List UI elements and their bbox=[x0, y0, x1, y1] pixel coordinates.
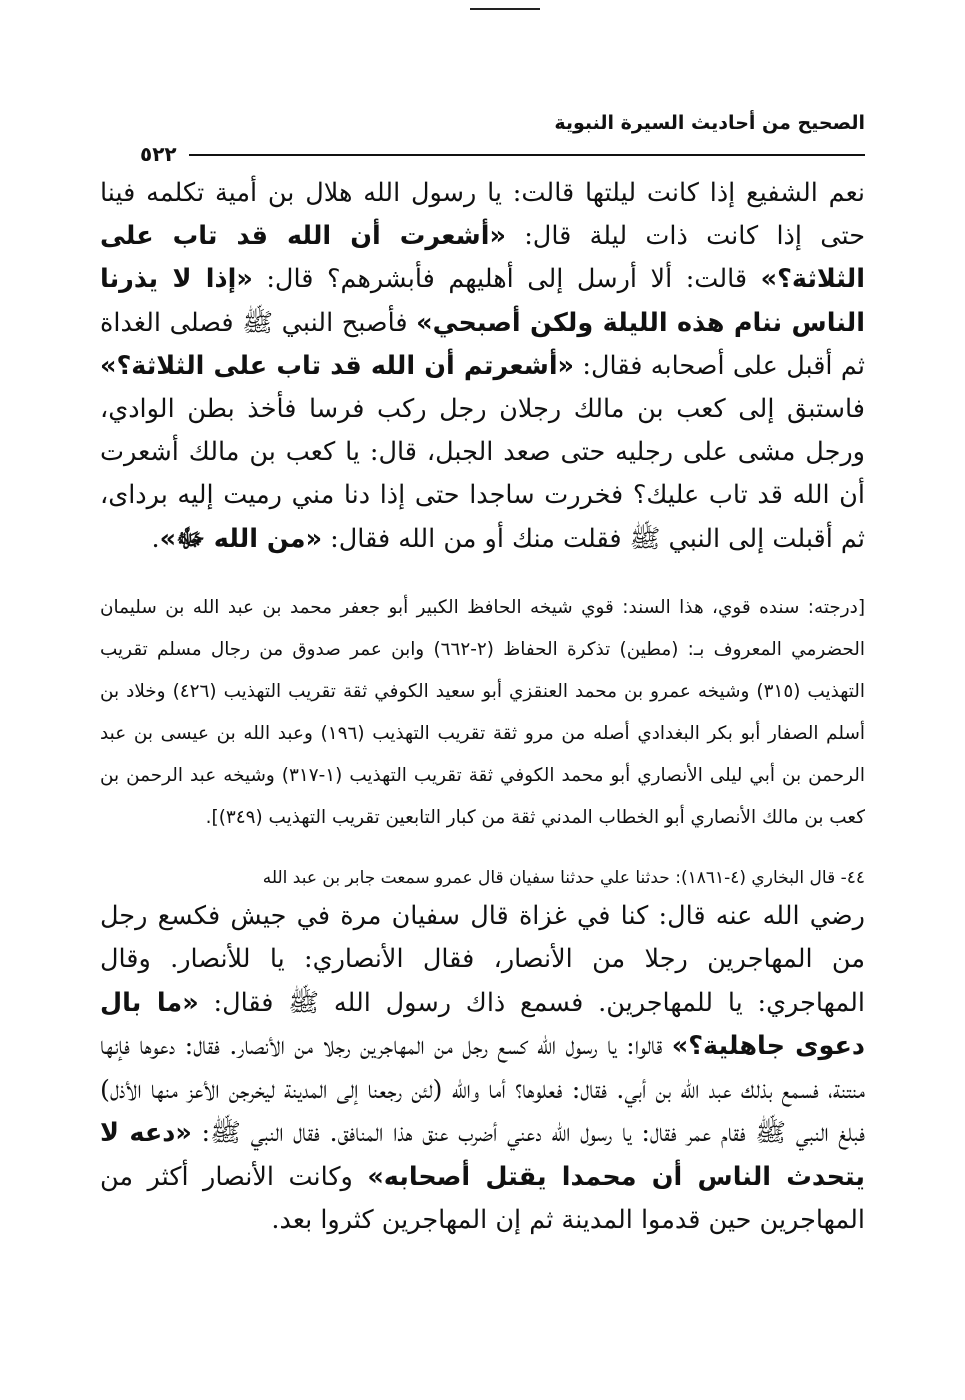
page-header bbox=[100, 112, 865, 166]
hadith-44 bbox=[100, 861, 865, 1243]
prophetic-quote: «دعه لا يتحدث الناس أن محمدا يقتل أصحابه» bbox=[100, 1118, 866, 1192]
text-segment: نعم الشفيع إذا كانت ليلتها قالت: يا رسول الله هلال بن أمية تكلمه فينا حتى إذا كانت ذات ليلة قال: bbox=[100, 178, 865, 252]
text-segment: . bbox=[151, 523, 160, 554]
hadith-44-text bbox=[100, 895, 865, 1243]
text-segment: قالت: ألا أرسل إلى أهليهم فأبشرهم؟ قال: bbox=[252, 264, 761, 295]
text-segment: قالوا: يا رسول الله كسع رجل من المهاجرين رجلا من الأنصار. فقال: دعوها فإنها منتنة، فسمع بذلك عبد الله بن أبي. فقال: فعلوها؟ أما والله (لئن رجعنا إلى المدينة ليخرجن الأعز منها الأذل) فبلغ النبي ﷺ فقام عمر فقال: يا رسول الله دعني أضرب عنق هذا المنافق. فقال النبي ﷺ: bbox=[100, 1031, 865, 1149]
grading-note: [درجته: سنده قوي، هذا السند: قوي شيخه الحافظ الكبير أبو جعفر محمد بن عبد الله بن سليمان الحضرمي المعروف بـ: (مطين) تذكرة الحفاظ (٢-٦٦٢) وابن عمر صدوق من رجال مسلم تقريب التهذيب (٣١٥) وشيخه عمرو بن محمد العنقزي أبو سعيد الكوفي ثقة تقريب التهذيب (٤٢٦) وخلاد بن أسلم الصفار أبو بكر البغدادي أصله من مرو ثقة تقريب التهذيب (١٩٦) وعبد الله بن عيسى بن عبد الرحمن بن أبي ليلى الأنصاري أبو محمد الكوفي ثقة تقريب التهذيب (١-٣١٧) وشيخه عبد الرحمن بن كعب بن مالك الأنصاري أبو الخطاب المدني ثقة من كبار التابعين تقريب التهذيب (٣٤٩)]. bbox=[100, 596, 866, 828]
prophetic-quote: «ما بال دعوى جاهلية؟» bbox=[100, 987, 865, 1062]
prophetic-quote: «من الله ﷻ» bbox=[159, 523, 323, 554]
hadith-43-continuation bbox=[100, 172, 865, 561]
page-body bbox=[100, 172, 865, 1243]
page-number: ٥٢٢ bbox=[100, 142, 189, 166]
prophetic-quote: «أشعرت أن الله قد تاب على الثلاثة؟» bbox=[100, 221, 865, 295]
top-edge-rule bbox=[470, 8, 540, 10]
header-rule bbox=[100, 154, 865, 156]
prophetic-quote: «إذا لا يذرنا الناس ننام هذه الليلة ولكن أصبحي» bbox=[100, 264, 865, 338]
prophetic-quote: «أشعرتم أن الله قد تاب على الثلاثة؟» bbox=[100, 350, 575, 381]
text-segment: فاستبق إلى كعب بن مالك رجلان رجل ركب فرسا فأخذ بطن الوادي، ورجل مشى على رجليه حتى صعد الجبل، قال: يا كعب بن مالك أشعرت أن الله قد تاب عليك؟ فخررت ساجدا حتى إذا دنا مني رميت إليه بردای، ثم أقبلت إلى النبي ﷺ فقلت منك أو من الله فقال: bbox=[100, 394, 865, 554]
text-segment: فأصبح النبي ﷺ فصلى الغداة ثم أقبل على أصحابه فقال: bbox=[100, 307, 865, 381]
hadith-44-isnad: ٤٤- قال البخاري (٤-١٨٦١): حدثنا علي حدثنا سفيان قال عمرو سمعت جابر بن عبد الله bbox=[262, 867, 865, 888]
text-segment: رضي الله عنه قال: كنا في غزاة قال سفيان مرة في جيش فكسع رجل من المهاجرين رجلا من الأنصار، فقال الأنصاري: يا للأنصار. وقال المهاجري: يا للمهاجرين. فسمع ذاك رسول الله ﷺ فقال: bbox=[100, 900, 865, 1018]
text-segment: وكانت الأنصار أكثر من المهاجرين حين قدموا المدينة ثم إن المهاجرين كثروا بعد. bbox=[100, 1161, 865, 1236]
running-title: الصحيح من أحاديث السيرة النبوية bbox=[554, 112, 865, 134]
